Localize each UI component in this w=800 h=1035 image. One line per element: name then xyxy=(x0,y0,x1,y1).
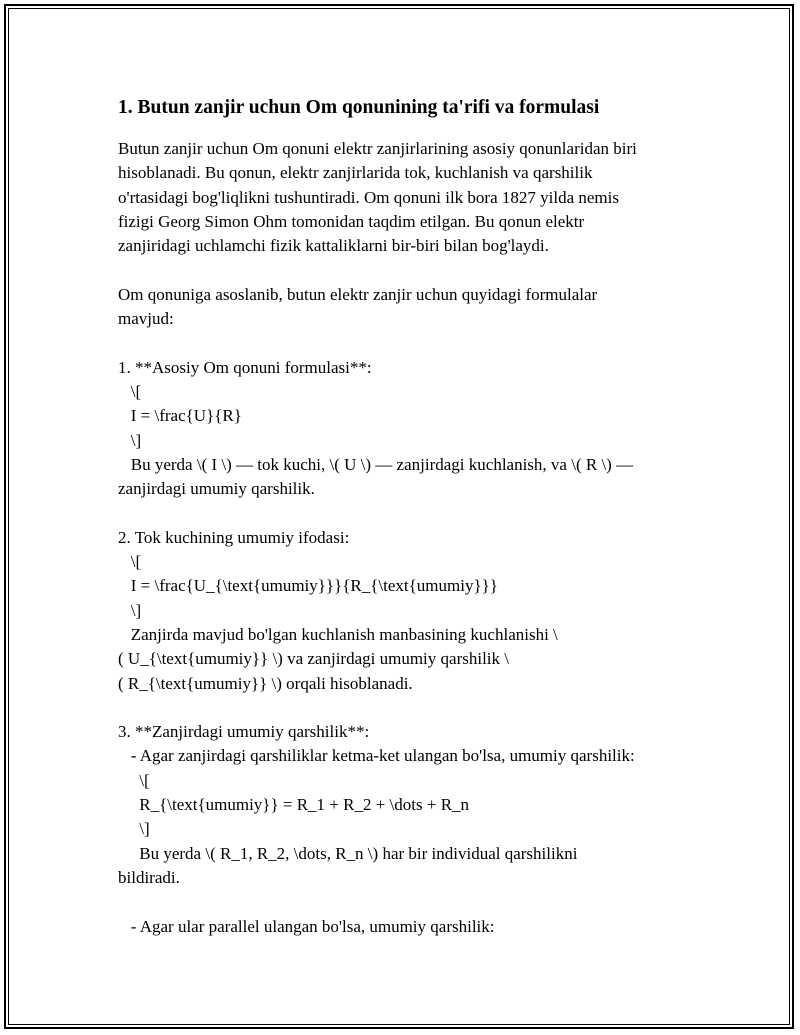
text-line: Bu yerda \( R_1, R_2, \dots, R_n \) har bir individual qarshilikni xyxy=(118,843,578,863)
blank-line xyxy=(118,258,698,282)
blank-line xyxy=(118,890,698,914)
section-heading: 1. Butun zanjir uchun Om qonunining ta'rifi va formulasi xyxy=(118,97,600,118)
text-line: ( R_{\text{umumiy}} \) orqali hisoblanadi. xyxy=(118,673,413,693)
text-line: fizigi Georg Simon Ohm tomonidan taqdim etilgan. Bu qonun elektr xyxy=(118,211,585,231)
text-line: Butun zanjir uchun Om qonuni elektr zanjirlarining asosiy qonunlaridan biri xyxy=(118,139,637,158)
blank-line xyxy=(118,331,698,355)
text-line: \] xyxy=(118,430,142,450)
text-line: \] xyxy=(118,819,150,839)
text-line: R_{\text{umumiy}} = R_1 + R_2 + \dots + R_n xyxy=(118,795,470,815)
text-line: - Agar ular parallel ulangan bo'lsa, umumiy qarshilik: xyxy=(118,916,495,936)
text-line: \] xyxy=(118,600,142,620)
text-line: hisoblanadi. Bu qonun, elektr zanjirlarida tok, kuchlanish va qarshilik xyxy=(118,163,593,183)
text-line: I = \frac{U_{\text{umumiy}}}{R_{\text{umumiy}}} xyxy=(118,576,498,596)
blank-line xyxy=(118,501,698,525)
text-line: Bu yerda \( I \) — tok kuchi, \( U \) — zanjirdagi kuchlanish, va \( R \) — xyxy=(118,454,634,474)
body-text xyxy=(118,137,698,939)
text-line: zanjiridagi uchlamchi fizik kattaliklarni bir-biri bilan bog'laydi. xyxy=(118,236,549,256)
document-content xyxy=(118,96,698,939)
text-line: o'rtasidagi bog'liqlikni tushuntiradi. Om qonuni ilk bora 1827 yilda nemis xyxy=(118,187,619,207)
text-line: Om qonuniga asoslanib, butun elektr zanjir uchun quyidagi formulalar xyxy=(118,284,598,304)
text-line: \[ xyxy=(118,770,150,790)
text-line: bildiradi. xyxy=(118,867,180,887)
text-line: 2. Tok kuchining umumiy ifodasi: xyxy=(118,527,350,547)
text-line: Zanjirda mavjud bo'lgan kuchlanish manbasining kuchlanishi \ xyxy=(118,624,558,644)
text-line: mavjud: xyxy=(118,309,174,329)
text-line: I = \frac{U}{R} xyxy=(118,406,242,426)
document-page xyxy=(4,4,794,1029)
text-line: zanjirdagi umumiy qarshilik. xyxy=(118,479,315,499)
blank-line xyxy=(118,696,698,720)
text-line: \[ xyxy=(118,552,142,572)
text-line: ( U_{\text{umumiy}} \) va zanjirdagi umumiy qarshilik \ xyxy=(118,649,509,669)
text-line: - Agar zanjirdagi qarshiliklar ketma-ket ulangan bo'lsa, umumiy qarshilik: xyxy=(118,746,635,766)
text-line: \[ xyxy=(118,381,142,401)
text-line: 1. **Asosiy Om qonuni formulasi**: xyxy=(118,357,372,377)
text-line: 3. **Zanjirdagi umumiy qarshilik**: xyxy=(118,722,370,742)
